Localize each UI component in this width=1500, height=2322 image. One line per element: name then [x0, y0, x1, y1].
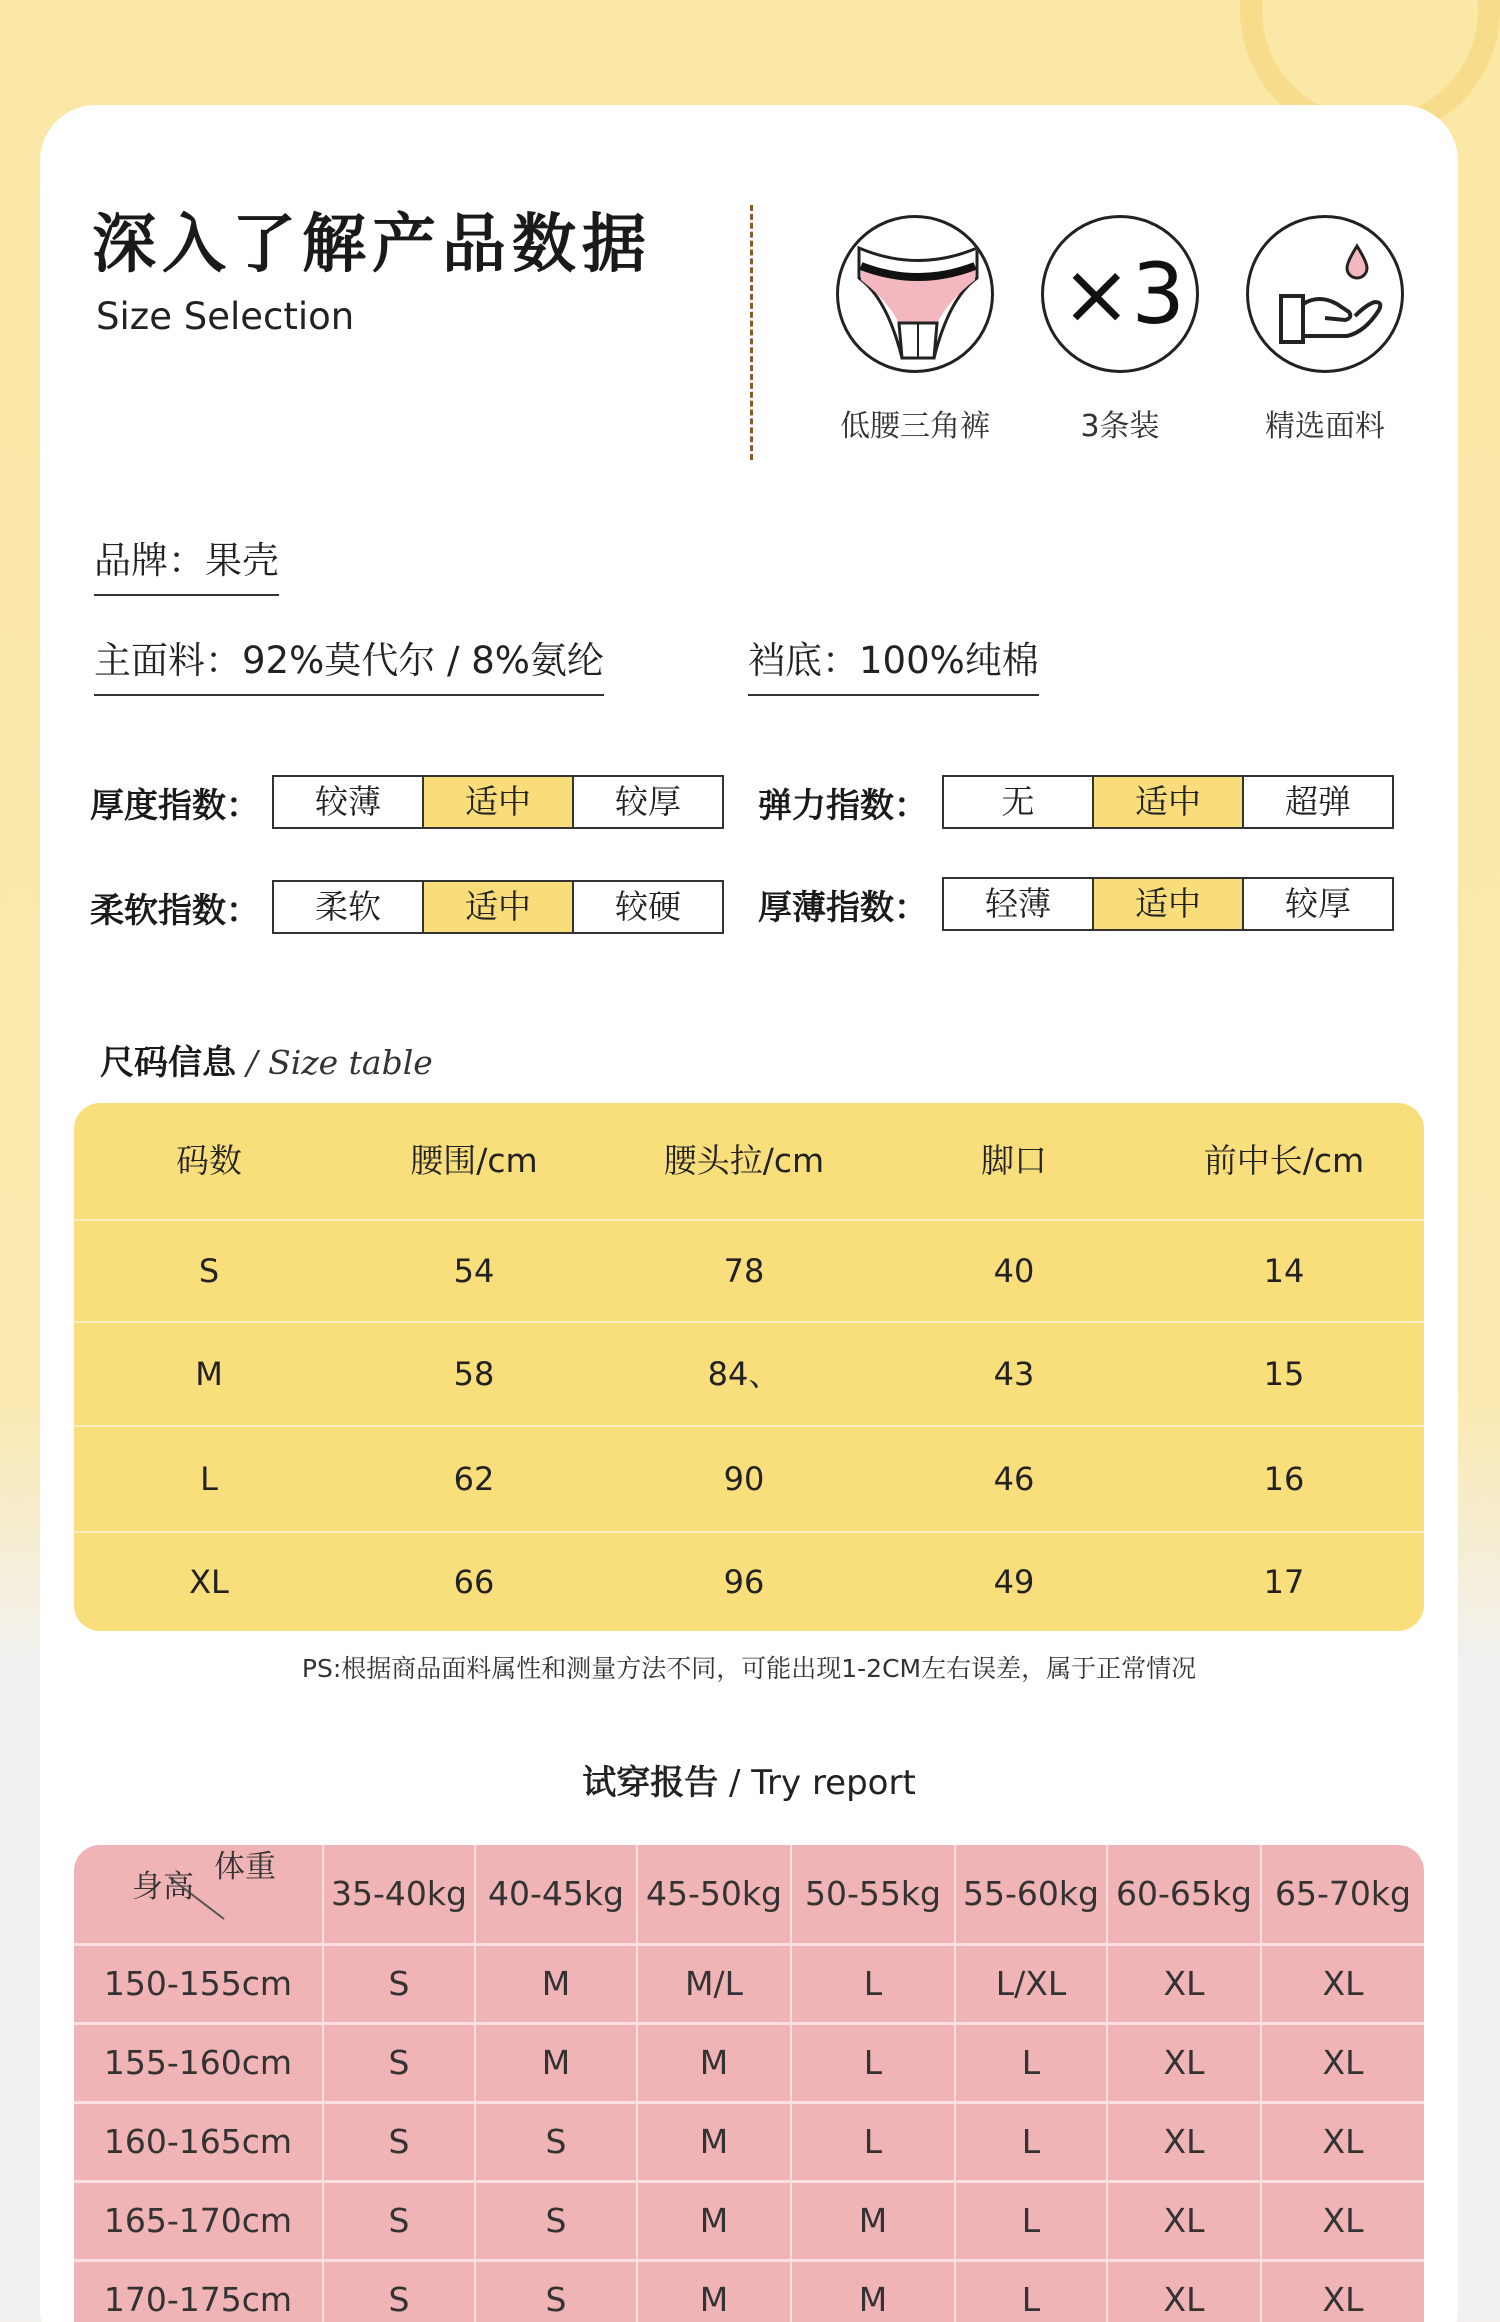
table-cell: 84、 — [707, 1355, 781, 1393]
index-option: 柔软 — [274, 882, 424, 932]
height-cell: 165-170cm — [74, 2183, 324, 2259]
table-cell: 43 — [993, 1355, 1035, 1393]
times-three-icon: ×3 — [1041, 215, 1199, 373]
header-cell: 腰头拉/cm — [663, 1141, 825, 1180]
index-option-selected: 适中 — [1094, 879, 1244, 929]
table-cell: 49 — [993, 1563, 1035, 1601]
corner-height-label: 身高 — [132, 1869, 194, 1905]
table-row — [74, 1946, 1424, 2022]
size-table-title: 尺码信息 / Size table — [100, 1043, 433, 1083]
table-cell: M/L — [638, 1946, 792, 2022]
table-cell: M — [476, 1946, 638, 2022]
crotch-fabric-label: 裆底：100%纯棉 — [748, 630, 1039, 696]
elasticity-index-scale — [942, 775, 1394, 829]
feature-caption: 精选面料 — [1265, 409, 1385, 444]
feature-caption: 3条装 — [1080, 409, 1160, 444]
table-cell: 15 — [1263, 1355, 1305, 1393]
index-option: 无 — [944, 777, 1094, 827]
table-cell: 16 — [1263, 1460, 1305, 1498]
weight-header: 60-65kg — [1108, 1845, 1262, 1943]
diagonal-line — [74, 1845, 324, 1943]
feature-caption: 低腰三角裤 — [840, 409, 990, 444]
header-cell: 脚口 — [981, 1141, 1047, 1180]
table-cell: S — [324, 2183, 476, 2259]
height-cell: 150-155cm — [74, 1946, 324, 2022]
elasticity-index-label: 弹力指数： — [758, 786, 928, 826]
feature-fabric — [1245, 215, 1405, 445]
size-cell: S — [198, 1252, 220, 1290]
weight-index-scale — [942, 877, 1394, 931]
index-option: 较薄 — [274, 777, 424, 827]
header-cell: 腰围/cm — [410, 1141, 538, 1180]
thickness-index-label: 厚度指数： — [90, 786, 260, 826]
table-cell: XL — [1322, 2280, 1364, 2319]
header-cell: 前中长/cm — [1203, 1141, 1365, 1180]
weight-header: 55-60kg — [956, 1845, 1108, 1943]
table-cell: L — [956, 2183, 1108, 2259]
table-cell: 78 — [723, 1252, 765, 1290]
table-cell: XL — [1108, 2183, 1262, 2259]
table-row — [74, 2025, 1424, 2101]
size-cell: L — [200, 1460, 218, 1498]
height-cell: 170-175cm — [74, 2262, 324, 2322]
try-table-header — [74, 1845, 1424, 1943]
table-cell: L — [956, 2025, 1108, 2101]
table-cell: M — [792, 2183, 956, 2259]
height-cell: 155-160cm — [74, 2025, 324, 2101]
brand-label: 品牌：果壳 — [94, 530, 279, 596]
table-cell: XL — [1322, 2122, 1364, 2161]
weight-header: 35-40kg — [324, 1845, 476, 1943]
index-option: 较厚 — [1285, 884, 1351, 923]
table-cell: XL — [1108, 2025, 1262, 2101]
table-cell: L — [792, 2104, 956, 2180]
table-cell: L — [956, 2104, 1108, 2180]
page-subtitle: Size Selection — [96, 295, 355, 338]
table-cell: 66 — [453, 1563, 495, 1601]
corner-weight-label: 体重 — [214, 1849, 276, 1885]
table-cell: M — [638, 2262, 792, 2322]
index-option-selected: 适中 — [424, 882, 574, 932]
main-fabric-label: 主面料：92%莫代尔 / 8%氨纶 — [94, 630, 604, 696]
table-cell: S — [324, 2262, 476, 2322]
feature-low-waist — [835, 215, 995, 445]
table-row — [74, 1323, 1424, 1425]
briefs-icon — [836, 215, 994, 373]
table-cell: 46 — [993, 1460, 1035, 1498]
table-cell: XL — [1322, 2201, 1364, 2240]
table-cell: L — [792, 1946, 956, 2022]
table-cell: M — [638, 2183, 792, 2259]
measurement-note: PS:根据商品面料属性和测量方法不同，可能出现1-2CM左右误差，属于正常情况 — [301, 1654, 1197, 1683]
table-cell: S — [476, 2183, 638, 2259]
table-cell: M — [638, 2104, 792, 2180]
weight-header: 50-55kg — [792, 1845, 956, 1943]
table-cell: XL — [1322, 2043, 1364, 2082]
table-cell: M — [476, 2025, 638, 2101]
index-option-selected: 适中 — [424, 777, 574, 827]
table-row — [74, 1221, 1424, 1321]
index-option: 超弹 — [1285, 782, 1351, 821]
size-cell: XL — [189, 1563, 229, 1601]
header-cell: 码数 — [176, 1141, 242, 1180]
product-data-card — [40, 105, 1458, 2322]
table-cell: XL — [1108, 2104, 1262, 2180]
table-cell: L — [792, 2025, 956, 2101]
table-row — [74, 2262, 1424, 2322]
index-option-selected: 适中 — [1094, 777, 1244, 827]
table-cell: S — [324, 2025, 476, 2101]
table-cell: 62 — [453, 1460, 495, 1498]
index-option: 较硬 — [615, 887, 681, 926]
table-row — [74, 1533, 1424, 1631]
table-cell: S — [476, 2104, 638, 2180]
dashed-divider — [750, 205, 753, 460]
table-cell: 54 — [453, 1252, 495, 1290]
hand-water-drop-icon — [1246, 215, 1404, 373]
weight-header: 40-45kg — [476, 1845, 638, 1943]
size-cell: M — [195, 1355, 223, 1393]
page-title: 深入了解产品数据 — [92, 208, 652, 282]
index-option: 轻薄 — [944, 879, 1094, 929]
try-report-table — [74, 1845, 1424, 2322]
softness-index-label: 柔软指数： — [90, 891, 260, 931]
size-table — [74, 1103, 1424, 1631]
table-cell: 90 — [723, 1460, 765, 1498]
table-cell: L — [956, 2262, 1108, 2322]
try-report-title: 试穿报告 / Try report — [582, 1763, 916, 1803]
table-cell: S — [476, 2262, 638, 2322]
feature-three-pack — [1040, 215, 1200, 445]
weight-header: 45-50kg — [638, 1845, 792, 1943]
table-cell: M — [638, 2025, 792, 2101]
table-row — [74, 2183, 1424, 2259]
thickness-index-scale — [272, 775, 724, 829]
table-cell: S — [324, 1946, 476, 2022]
table-cell: 96 — [723, 1563, 765, 1601]
table-row — [74, 2104, 1424, 2180]
table-cell: 17 — [1263, 1563, 1305, 1601]
weight-index-label: 厚薄指数： — [758, 888, 928, 928]
table-cell: M — [792, 2262, 956, 2322]
table-row — [74, 1427, 1424, 1531]
table-cell: XL — [1108, 1946, 1262, 2022]
table-cell: 40 — [993, 1252, 1035, 1290]
table-cell: 14 — [1263, 1252, 1305, 1290]
height-cell: 160-165cm — [74, 2104, 324, 2180]
table-cell: L/XL — [956, 1946, 1108, 2022]
table-cell: XL — [1322, 1964, 1364, 2003]
table-cell: S — [324, 2104, 476, 2180]
table-cell: XL — [1108, 2262, 1262, 2322]
table-cell: 58 — [453, 1355, 495, 1393]
size-table-header — [74, 1103, 1424, 1219]
corner-cell — [74, 1845, 324, 1943]
weight-header: 65-70kg — [1275, 1874, 1411, 1913]
index-option: 较厚 — [615, 782, 681, 821]
softness-index-scale — [272, 880, 724, 934]
